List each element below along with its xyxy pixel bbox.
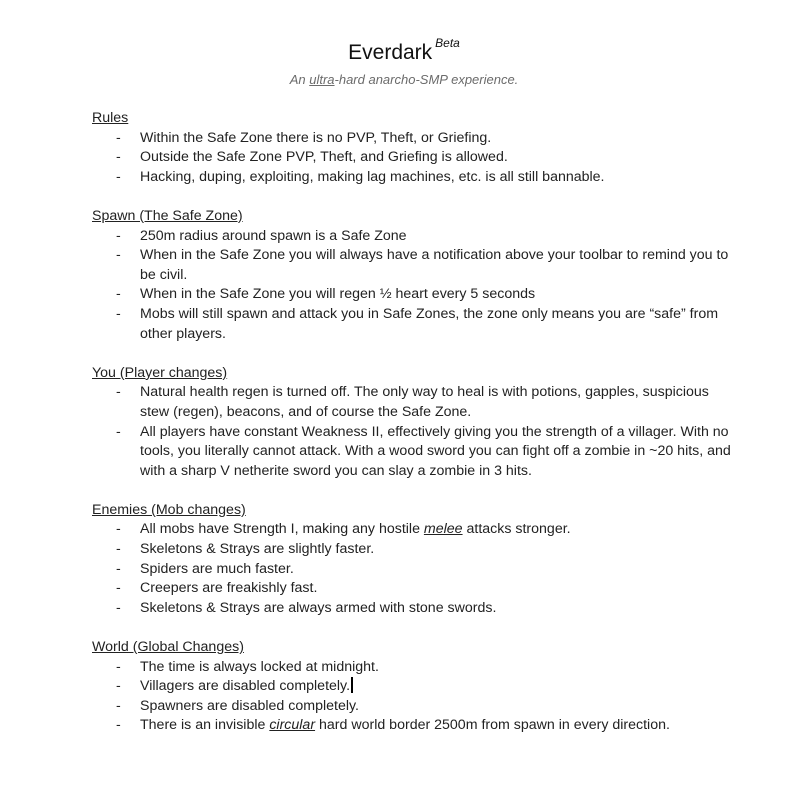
- list-item-text: When in the Safe Zone you will always have a notification above your toolbar to remind you to be civil.: [140, 247, 729, 283]
- list-item-text: Outside the Safe Zone PVP, Theft, and Griefing is allowed.: [140, 149, 508, 166]
- list-item-emphasis: circular: [269, 717, 316, 734]
- bullet-dash: -: [116, 541, 121, 558]
- bullet-dash: -: [116, 149, 121, 166]
- list-item: [92, 129, 732, 149]
- document-body[interactable]: [92, 109, 732, 756]
- title-badge: Beta: [435, 36, 460, 50]
- bullet-dash: -: [116, 305, 121, 322]
- list-item-text: 250m radius around spawn is a Safe Zone: [140, 227, 407, 244]
- list-item-text-pre: All mobs have Strength I, making any hostile: [140, 521, 424, 538]
- list-item-text: When in the Safe Zone you will regen ½ heart every 5 seconds: [140, 286, 536, 303]
- list-item: [92, 677, 732, 697]
- list-item: [92, 423, 732, 482]
- section-rules: [92, 109, 732, 187]
- list-item-text: The time is always locked at midnight.: [140, 658, 379, 675]
- bullet-dash: -: [116, 560, 121, 577]
- bullet-dash: -: [116, 580, 121, 597]
- list-item: [92, 168, 732, 188]
- list-item-text: Creepers are freakishly fast.: [140, 580, 318, 597]
- list-item-text: Hacking, duping, exploiting, making lag machines, etc. is all still bannable.: [140, 168, 605, 185]
- list-item-text: Skeletons & Strays are slightly faster.: [140, 541, 375, 558]
- section-heading-rules: Rules: [92, 110, 129, 126]
- section-heading-enemies: Enemies (Mob changes): [92, 501, 246, 518]
- list-item: [92, 246, 732, 285]
- text-cursor: [351, 677, 353, 693]
- spawn-list: [92, 227, 732, 345]
- list-item: [92, 383, 732, 422]
- list-item: [92, 716, 732, 736]
- list-item: [92, 520, 732, 540]
- section-world: [92, 638, 732, 736]
- bullet-dash: -: [116, 168, 121, 185]
- bullet-dash: -: [116, 423, 121, 440]
- bullet-dash: -: [116, 599, 121, 616]
- bullet-dash: -: [116, 286, 121, 303]
- list-item-text-post: hard world border 2500m from spawn in every direction.: [315, 717, 670, 734]
- subtitle-emphasis: ultra: [309, 72, 335, 87]
- list-item-emphasis: melee: [423, 521, 463, 538]
- list-item: [92, 540, 732, 560]
- list-item-text-pre: There is an invisible: [140, 717, 270, 734]
- section-heading-world: World (Global Changes): [92, 639, 244, 656]
- document-title: [0, 34, 808, 66]
- list-item: [92, 599, 732, 619]
- section-heading-you: You (Player changes): [92, 364, 228, 381]
- section-enemies: [92, 501, 732, 619]
- list-item: [92, 560, 732, 580]
- rules-list: [92, 129, 732, 188]
- list-item: [92, 227, 732, 247]
- bullet-dash: -: [116, 521, 121, 538]
- title-text: Everdark: [348, 41, 433, 64]
- document-subtitle: [0, 71, 808, 89]
- list-item-text: Mobs will still spawn and attack you in Safe Zones, the zone only means you are “safe” from other players.: [140, 305, 719, 342]
- list-item: [92, 697, 732, 717]
- subtitle-post: -hard anarcho-SMP experience.: [334, 72, 519, 87]
- bullet-dash: -: [116, 717, 121, 734]
- list-item-text-post: attacks stronger.: [462, 521, 571, 538]
- list-item: [92, 658, 732, 678]
- list-item: [92, 579, 732, 599]
- you-list: [92, 383, 732, 481]
- list-item-text: Natural health regen is turned off. The only way to heal is with potions, gapples, suspicious stew (regen), beacons, and of course the Safe Zone.: [140, 384, 709, 420]
- enemies-list: [92, 520, 732, 618]
- list-item-text: Spiders are much faster.: [140, 560, 294, 577]
- list-item-text: Within the Safe Zone there is no PVP, Theft, or Griefing.: [140, 129, 492, 146]
- world-list: [92, 658, 732, 736]
- list-item: [92, 285, 732, 305]
- list-item-text: Villagers are disabled completely.: [140, 678, 351, 695]
- bullet-dash: -: [116, 697, 121, 714]
- bullet-dash: -: [116, 129, 121, 146]
- bullet-dash: -: [116, 678, 121, 695]
- list-item: [92, 305, 732, 344]
- subtitle-pre: An: [289, 72, 310, 87]
- list-item-text: Spawners are disabled completely.: [140, 697, 359, 714]
- list-item-text: All players have constant Weakness II, effectively giving you the strength of a villager. With no tools, you literally cannot attack. With a wood sword you can fight off a zombie in ~20 hits, and with a sharp V netherite sword you can slay a zombie in 3 hits.: [140, 423, 731, 479]
- bullet-dash: -: [116, 384, 121, 401]
- list-item: [92, 148, 732, 168]
- section-spawn: [92, 207, 732, 344]
- bullet-dash: -: [116, 227, 121, 244]
- bullet-dash: -: [116, 247, 121, 264]
- bullet-dash: -: [116, 658, 121, 675]
- section-you: [92, 364, 732, 482]
- list-item-text: Skeletons & Strays are always armed with stone swords.: [140, 599, 497, 616]
- section-heading-spawn: Spawn (The Safe Zone): [92, 207, 243, 224]
